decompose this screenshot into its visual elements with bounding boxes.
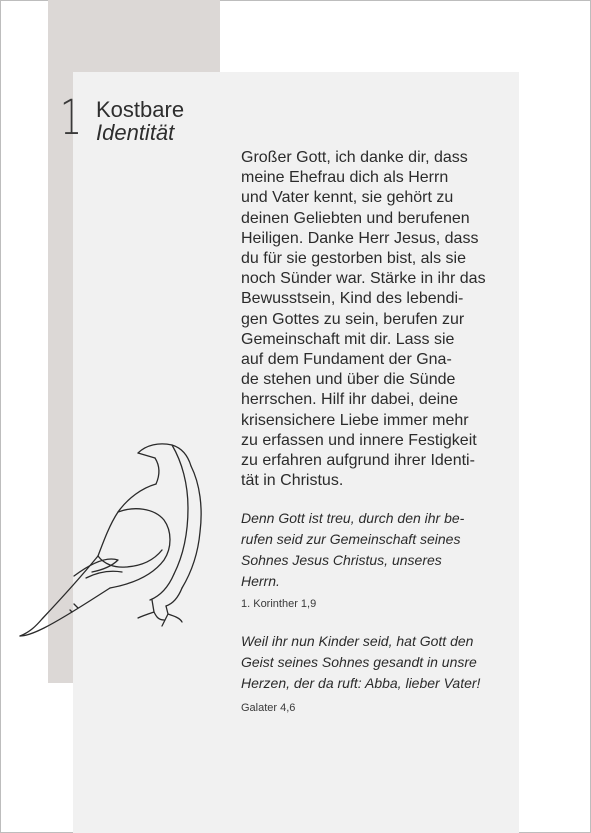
prayer-text — [241, 148, 506, 491]
prayer-line: deinen Geliebten und berufenen — [241, 209, 470, 227]
prayer-line: du für sie gestorben bist, als sie — [241, 250, 467, 268]
verse-reference-1: 1. Korinther 1,9 — [241, 598, 317, 610]
verse-line: Herrn. — [241, 573, 280, 589]
verse-line: Herzen, der da ruft: Abba, lieber Vater! — [241, 675, 481, 691]
verse-line: Sohnes Jesus Christus, unseres — [241, 552, 442, 568]
prayer-line: gen Gottes zu sein, berufen zur — [241, 310, 465, 328]
prayer-line: Bewusstsein, Kind des lebendi- — [241, 290, 464, 308]
prayer-line: Großer Gott, ich danke dir, dass — [241, 149, 468, 166]
prayer-line: zu erfahren aufgrund ihrer Identi- — [241, 452, 475, 470]
chapter-title-line1: Kostbare — [96, 97, 185, 122]
verse-line: rufen seid zur Gemeinschaft seines — [241, 531, 461, 547]
verse-line: Weil ihr nun Kinder seid, hat Gott den — [241, 633, 474, 649]
prayer-line: und Vater kennt, sie gehört zu — [241, 189, 454, 207]
bible-verse-1 — [241, 508, 516, 592]
verse-line: Denn Gott ist treu, durch den ihr be- — [241, 510, 465, 526]
prayer-line: tät in Christus. — [241, 472, 344, 490]
prayer-line: auf dem Fundament der Gna- — [241, 351, 452, 369]
verse-line: Geist seines Sohnes gesandt in unsre — [241, 654, 477, 670]
prayer-line: krisensichere Liebe immer mehr — [241, 411, 469, 429]
prayer-line: Heiligen. Danke Herr Jesus, dass — [241, 229, 479, 247]
prayer-line: meine Ehefrau dich als Herrn — [241, 169, 449, 187]
prayer-line: Gemeinschaft mit dir. Lass sie — [241, 330, 455, 348]
prayer-line: noch Sünder war. Stärke in ihr das — [241, 270, 486, 288]
bird-line-drawing-icon — [14, 436, 214, 642]
chapter-title-line2: Identität — [96, 120, 175, 145]
prayer-line: herrschen. Hilf ihr dabei, deine — [241, 391, 459, 409]
chapter-number: 1 — [60, 90, 82, 146]
prayer-line: zu erfassen und innere Festigkeit — [241, 431, 477, 449]
verse-reference-2: Galater 4,6 — [241, 702, 296, 714]
bible-verse-2 — [241, 631, 516, 694]
prayer-line: de stehen und über die Sünde — [241, 371, 456, 389]
